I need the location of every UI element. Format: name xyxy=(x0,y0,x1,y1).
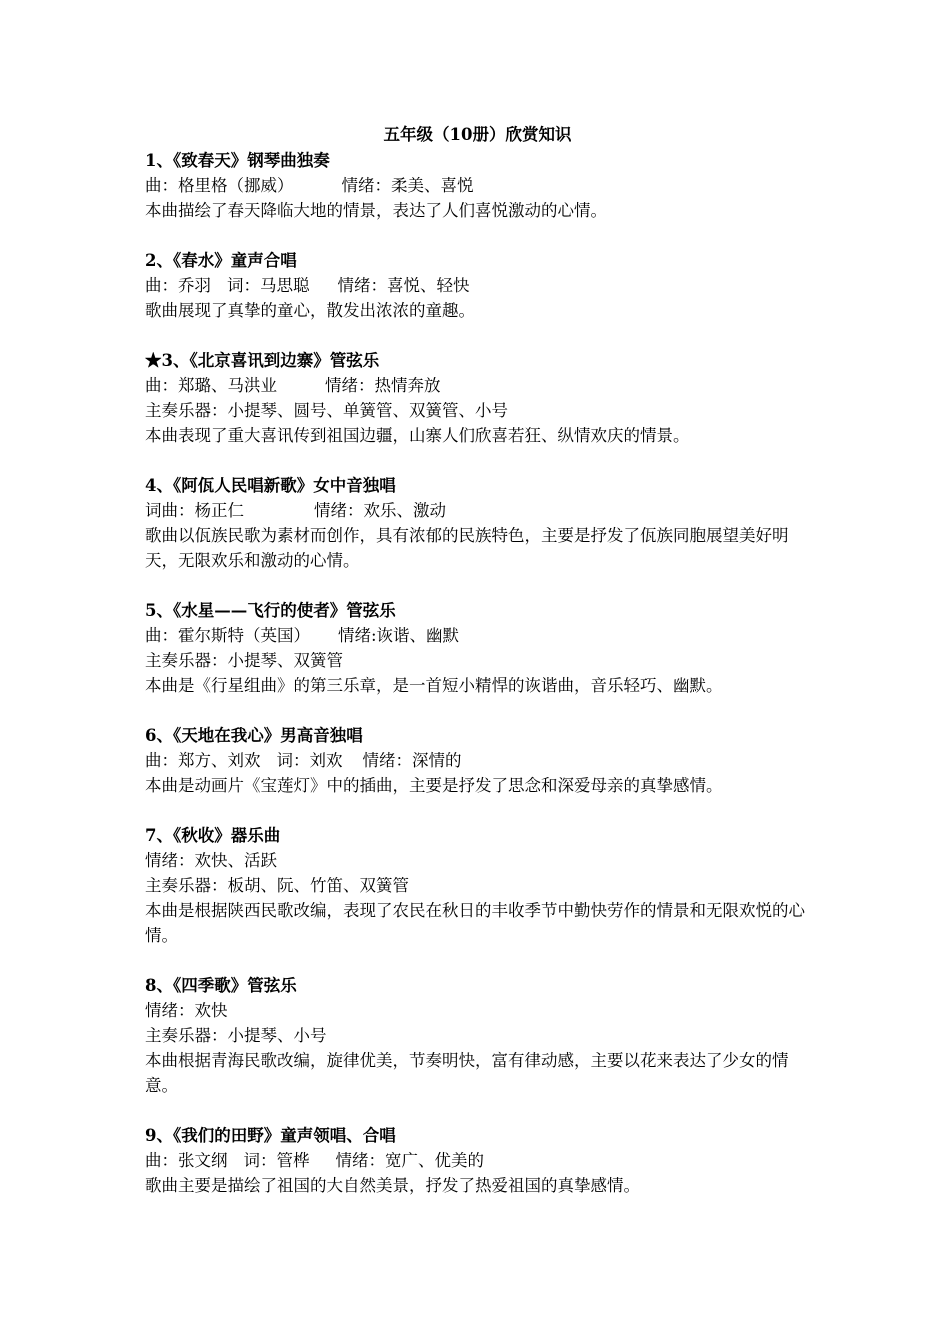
song-meta xyxy=(145,998,810,1023)
meta-item: 曲：郑璐、马洪业 xyxy=(145,376,277,395)
song-description: 歌曲展现了真挚的童心，散发出浓浓的童趣。 xyxy=(145,301,475,320)
meta-item: 曲：格里格（挪威） xyxy=(145,176,294,195)
meta-item: 词：马思聪 xyxy=(227,276,310,295)
meta-item: 情绪：柔美、喜悦 xyxy=(341,176,474,195)
song-heading: 1、《致春天》钢琴曲独奏 xyxy=(145,151,330,170)
song-description: 歌曲以佤族民歌为素材而创作，具有浓郁的民族特色，主要是抒发了佤族同胞展望美好明天，无限欢乐和激动的心情。 xyxy=(145,526,789,570)
song-heading: 4、《阿佤人民唱新歌》女中音独唱 xyxy=(145,476,396,495)
song-meta xyxy=(145,623,810,648)
song-description: 主奏乐器：小提琴、双簧管 xyxy=(145,651,343,670)
meta-item: 曲：霍尔斯特（英国） xyxy=(145,626,310,645)
document-content xyxy=(145,148,810,1198)
song-entry xyxy=(145,473,810,573)
meta-item: 曲：郑方、刘欢 xyxy=(145,751,261,770)
song-entry xyxy=(145,148,810,223)
meta-item: 词：刘欢 xyxy=(276,751,343,770)
song-meta xyxy=(145,373,810,398)
meta-item: 情绪:诙谐、幽默 xyxy=(338,626,460,645)
song-description: 本曲描绘了春天降临大地的情景，表达了人们喜悦激动的心情。 xyxy=(145,201,607,220)
song-entry xyxy=(145,1123,810,1198)
meta-item: 曲：张文纲 xyxy=(145,1151,228,1170)
song-entry xyxy=(145,823,810,948)
song-description: 本曲根据青海民歌改编，旋律优美，节奏明快，富有律动感，主要以花来表达了少女的情意。 xyxy=(145,1051,789,1095)
song-description: 本曲表现了重大喜讯传到祖国边疆，山寨人们欣喜若狂、纵情欢庆的情景。 xyxy=(145,426,690,445)
song-entry xyxy=(145,348,810,448)
meta-item: 情绪：欢乐、激动 xyxy=(314,501,446,520)
song-heading: 9、《我们的田野》童声领唱、合唱 xyxy=(145,1126,396,1145)
song-heading: 6、《天地在我心》男高音独唱 xyxy=(145,726,363,745)
song-heading: 2、《春水》童声合唱 xyxy=(145,251,297,270)
song-heading: 7、《秋收》器乐曲 xyxy=(145,826,281,845)
song-description: 歌曲主要是描绘了祖国的大自然美景，抒发了热爱祖国的真挚感情。 xyxy=(145,1176,640,1195)
song-entry xyxy=(145,973,810,1098)
song-entry xyxy=(145,598,810,698)
song-meta xyxy=(145,848,810,873)
song-description: 本曲是《行星组曲》的第三乐章，是一首短小精悍的诙谐曲，音乐轻巧、幽默。 xyxy=(145,676,723,695)
song-description: 本曲是根据陕西民歌改编，表现了农民在秋日的丰收季节中勤快劳作的情景和无限欢悦的心情。 xyxy=(145,901,805,945)
song-heading: ★3、《北京喜讯到边寨》管弦乐 xyxy=(145,351,380,370)
song-entry xyxy=(145,248,810,323)
meta-item: 情绪：宽广、优美的 xyxy=(335,1151,484,1170)
meta-item: 词：管桦 xyxy=(243,1151,310,1170)
meta-item: 情绪：喜悦、轻快 xyxy=(337,276,470,295)
meta-item: 情绪：热情奔放 xyxy=(325,376,441,395)
meta-item: 情绪：欢快、活跃 xyxy=(145,851,277,870)
meta-item: 情绪：深情的 xyxy=(362,751,462,770)
song-heading: 8、《四季歌》管弦乐 xyxy=(145,976,297,995)
song-meta xyxy=(145,498,810,523)
song-description: 主奏乐器：板胡、阮、竹笛、双簧管 xyxy=(145,876,409,895)
song-description: 本曲是动画片《宝莲灯》中的插曲，主要是抒发了思念和深爱母亲的真挚感情。 xyxy=(145,776,723,795)
song-heading: 5、《水星——飞行的使者》管弦乐 xyxy=(145,601,396,620)
meta-item: 词曲：杨正仁 xyxy=(145,501,244,520)
document-title: 五年级（10册）欣赏知识 xyxy=(383,125,572,144)
meta-item: 情绪：欢快 xyxy=(145,1001,228,1020)
meta-item: 曲：乔羽 xyxy=(145,276,211,295)
song-meta xyxy=(145,748,810,773)
song-meta xyxy=(145,1148,810,1173)
song-entry xyxy=(145,723,810,798)
song-meta xyxy=(145,273,810,298)
song-description: 主奏乐器：小提琴、小号 xyxy=(145,1026,327,1045)
song-description: 主奏乐器：小提琴、圆号、单簧管、双簧管、小号 xyxy=(145,401,508,420)
song-meta xyxy=(145,173,810,198)
